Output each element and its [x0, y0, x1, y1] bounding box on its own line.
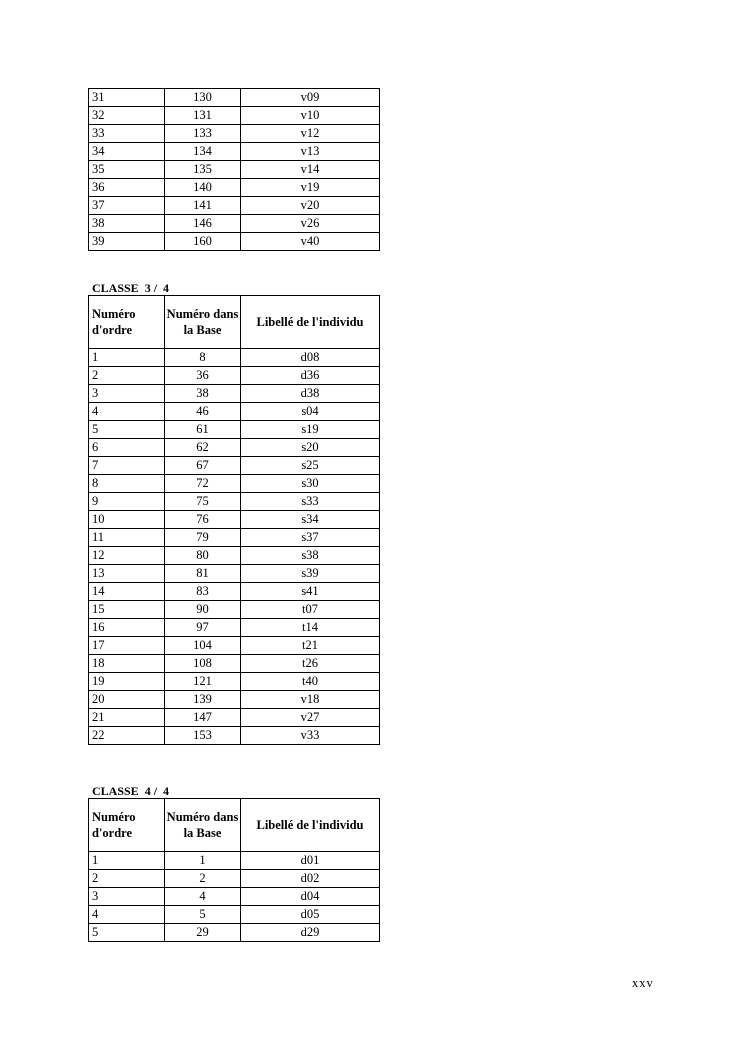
- numero-ordre-cell: 32: [89, 107, 165, 125]
- numero-ordre-cell: 20: [89, 691, 165, 709]
- header-numero-ordre: Numéro d'ordre: [89, 799, 165, 852]
- table-row: [89, 583, 380, 601]
- table-row: [89, 349, 380, 367]
- table-row: [89, 403, 380, 421]
- numero-ordre-cell: 15: [89, 601, 165, 619]
- table-row: [89, 637, 380, 655]
- numero-base-cell: 80: [165, 547, 241, 565]
- libelle-cell: v33: [241, 727, 380, 745]
- numero-ordre-cell: 4: [89, 403, 165, 421]
- numero-base-cell: 61: [165, 421, 241, 439]
- libelle-cell: v10: [241, 107, 380, 125]
- libelle-cell: s25: [241, 457, 380, 475]
- numero-base-cell: 4: [165, 888, 241, 906]
- classe-4-title: CLASSE 4 / 4: [92, 784, 170, 798]
- numero-base-cell: 104: [165, 637, 241, 655]
- libelle-cell: t40: [241, 673, 380, 691]
- table-row: [89, 870, 380, 888]
- table-row: [89, 852, 380, 870]
- table-row: [89, 197, 380, 215]
- libelle-cell: v09: [241, 89, 380, 107]
- numero-base-cell: 147: [165, 709, 241, 727]
- numero-ordre-cell: 5: [89, 924, 165, 942]
- table-row: [89, 493, 380, 511]
- libelle-cell: d01: [241, 852, 380, 870]
- numero-ordre-cell: 17: [89, 637, 165, 655]
- table-row: [89, 385, 380, 403]
- libelle-cell: d29: [241, 924, 380, 942]
- numero-base-cell: 141: [165, 197, 241, 215]
- libelle-cell: d05: [241, 906, 380, 924]
- table-row: [89, 367, 380, 385]
- numero-ordre-cell: 21: [89, 709, 165, 727]
- table-row: [89, 439, 380, 457]
- classe-3-table-body: [89, 349, 380, 745]
- table-row: [89, 475, 380, 493]
- header-libelle: Libellé de l'individu: [241, 296, 380, 349]
- header-numero-base: Numéro dans la Base: [165, 799, 241, 852]
- numero-base-cell: 153: [165, 727, 241, 745]
- libelle-cell: s39: [241, 565, 380, 583]
- table-row: [89, 421, 380, 439]
- numero-ordre-cell: 10: [89, 511, 165, 529]
- libelle-cell: d02: [241, 870, 380, 888]
- numero-base-cell: 133: [165, 125, 241, 143]
- numero-ordre-cell: 9: [89, 493, 165, 511]
- numero-ordre-cell: 5: [89, 421, 165, 439]
- table-row: [89, 619, 380, 637]
- numero-base-cell: 1: [165, 852, 241, 870]
- numero-base-cell: 134: [165, 143, 241, 161]
- numero-ordre-cell: 33: [89, 125, 165, 143]
- libelle-cell: t26: [241, 655, 380, 673]
- header-numero-ordre: Numéro d'ordre: [89, 296, 165, 349]
- numero-ordre-cell: 31: [89, 89, 165, 107]
- numero-ordre-cell: 7: [89, 457, 165, 475]
- numero-ordre-cell: 13: [89, 565, 165, 583]
- table-row: [89, 233, 380, 251]
- numero-base-cell: 46: [165, 403, 241, 421]
- numero-base-cell: 8: [165, 349, 241, 367]
- numero-ordre-cell: 4: [89, 906, 165, 924]
- libelle-cell: v12: [241, 125, 380, 143]
- numero-ordre-cell: 3: [89, 385, 165, 403]
- numero-ordre-cell: 37: [89, 197, 165, 215]
- table-row: [89, 457, 380, 475]
- libelle-cell: d38: [241, 385, 380, 403]
- numero-base-cell: 29: [165, 924, 241, 942]
- classe-4-table-body: [89, 852, 380, 942]
- numero-ordre-cell: 2: [89, 367, 165, 385]
- numero-base-cell: 140: [165, 179, 241, 197]
- classe-3-table: [88, 295, 380, 745]
- numero-base-cell: 5: [165, 906, 241, 924]
- table-row: [89, 125, 380, 143]
- numero-base-cell: 2: [165, 870, 241, 888]
- table-row: [89, 143, 380, 161]
- table-row: [89, 107, 380, 125]
- numero-base-cell: 97: [165, 619, 241, 637]
- libelle-cell: s37: [241, 529, 380, 547]
- numero-ordre-cell: 16: [89, 619, 165, 637]
- table-row: [89, 691, 380, 709]
- table-row: [89, 727, 380, 745]
- numero-ordre-cell: 19: [89, 673, 165, 691]
- numero-base-cell: 83: [165, 583, 241, 601]
- numero-base-cell: 121: [165, 673, 241, 691]
- numero-base-cell: 135: [165, 161, 241, 179]
- numero-base-cell: 62: [165, 439, 241, 457]
- classe-3-title: CLASSE 3 / 4: [92, 281, 170, 295]
- numero-base-cell: 36: [165, 367, 241, 385]
- libelle-cell: d36: [241, 367, 380, 385]
- numero-base-cell: 90: [165, 601, 241, 619]
- numero-base-cell: 108: [165, 655, 241, 673]
- page-number: xxv: [632, 976, 654, 990]
- numero-ordre-cell: 6: [89, 439, 165, 457]
- libelle-cell: s30: [241, 475, 380, 493]
- numero-ordre-cell: 14: [89, 583, 165, 601]
- table-row: [89, 709, 380, 727]
- table-row: [89, 655, 380, 673]
- continued-class-table: [88, 88, 380, 251]
- libelle-cell: t21: [241, 637, 380, 655]
- table-row: [89, 89, 380, 107]
- table-row: [89, 161, 380, 179]
- header-libelle: Libellé de l'individu: [241, 799, 380, 852]
- numero-base-cell: 76: [165, 511, 241, 529]
- libelle-cell: v14: [241, 161, 380, 179]
- numero-ordre-cell: 38: [89, 215, 165, 233]
- numero-ordre-cell: 3: [89, 888, 165, 906]
- libelle-cell: v27: [241, 709, 380, 727]
- libelle-cell: s41: [241, 583, 380, 601]
- table-row: [89, 547, 380, 565]
- libelle-cell: s33: [241, 493, 380, 511]
- libelle-cell: v26: [241, 215, 380, 233]
- libelle-cell: s04: [241, 403, 380, 421]
- numero-ordre-cell: 1: [89, 852, 165, 870]
- classe-4-header-row: [89, 799, 380, 852]
- libelle-cell: v13: [241, 143, 380, 161]
- continued-class-table-body: [89, 89, 380, 251]
- libelle-cell: s34: [241, 511, 380, 529]
- numero-base-cell: 139: [165, 691, 241, 709]
- table-row: [89, 888, 380, 906]
- libelle-cell: t07: [241, 601, 380, 619]
- numero-base-cell: 79: [165, 529, 241, 547]
- numero-ordre-cell: 11: [89, 529, 165, 547]
- libelle-cell: s19: [241, 421, 380, 439]
- classe-4-table: [88, 798, 380, 942]
- table-row: [89, 529, 380, 547]
- classe-3-header-row: [89, 296, 380, 349]
- numero-ordre-cell: 39: [89, 233, 165, 251]
- numero-ordre-cell: 1: [89, 349, 165, 367]
- numero-base-cell: 131: [165, 107, 241, 125]
- libelle-cell: d08: [241, 349, 380, 367]
- table-row: [89, 673, 380, 691]
- numero-ordre-cell: 34: [89, 143, 165, 161]
- numero-base-cell: 81: [165, 565, 241, 583]
- numero-ordre-cell: 18: [89, 655, 165, 673]
- libelle-cell: v18: [241, 691, 380, 709]
- numero-ordre-cell: 35: [89, 161, 165, 179]
- table-row: [89, 924, 380, 942]
- table-row: [89, 906, 380, 924]
- libelle-cell: d04: [241, 888, 380, 906]
- table-row: [89, 215, 380, 233]
- numero-base-cell: 146: [165, 215, 241, 233]
- libelle-cell: t14: [241, 619, 380, 637]
- table-row: [89, 179, 380, 197]
- numero-ordre-cell: 12: [89, 547, 165, 565]
- libelle-cell: v19: [241, 179, 380, 197]
- numero-ordre-cell: 8: [89, 475, 165, 493]
- numero-ordre-cell: 22: [89, 727, 165, 745]
- libelle-cell: s20: [241, 439, 380, 457]
- table-row: [89, 565, 380, 583]
- libelle-cell: v40: [241, 233, 380, 251]
- numero-base-cell: 67: [165, 457, 241, 475]
- numero-base-cell: 72: [165, 475, 241, 493]
- numero-base-cell: 130: [165, 89, 241, 107]
- numero-base-cell: 38: [165, 385, 241, 403]
- numero-ordre-cell: 36: [89, 179, 165, 197]
- libelle-cell: v20: [241, 197, 380, 215]
- libelle-cell: s38: [241, 547, 380, 565]
- numero-base-cell: 75: [165, 493, 241, 511]
- header-numero-base: Numéro dans la Base: [165, 296, 241, 349]
- numero-base-cell: 160: [165, 233, 241, 251]
- table-row: [89, 601, 380, 619]
- table-row: [89, 511, 380, 529]
- numero-ordre-cell: 2: [89, 870, 165, 888]
